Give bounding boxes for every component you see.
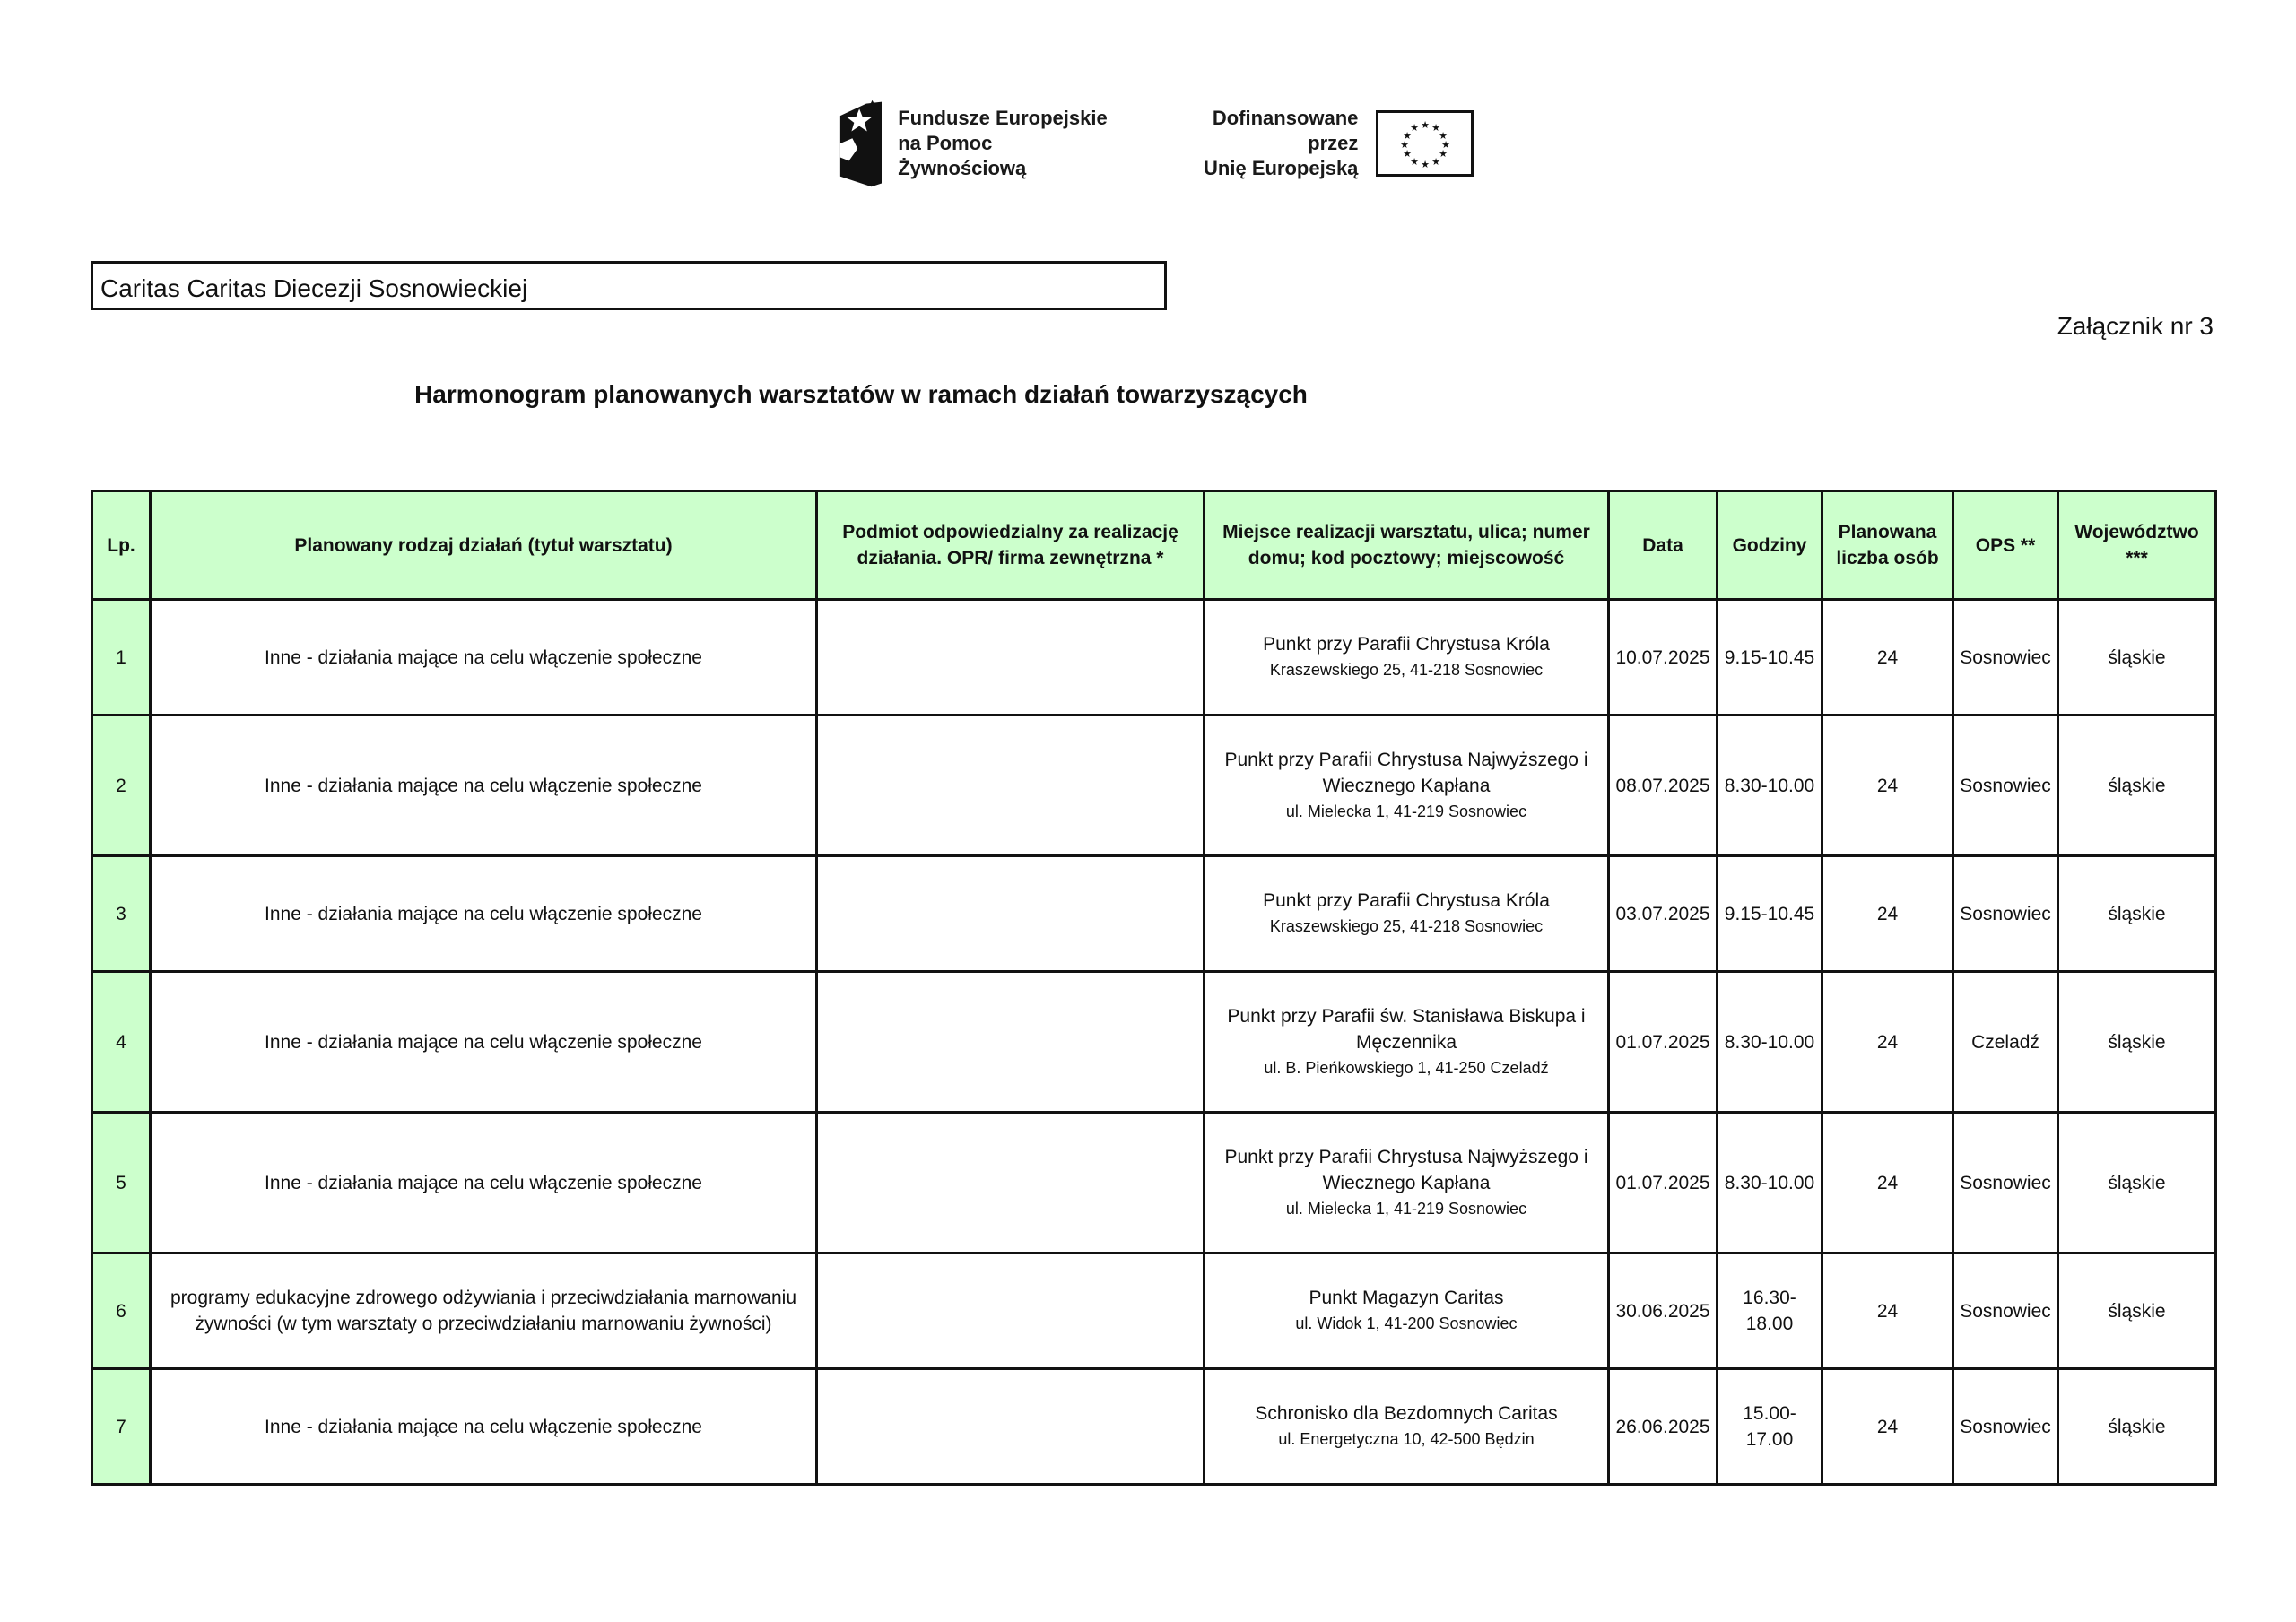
place-address: ul. Energetyczna 10, 42-500 Będzin [1278, 1430, 1535, 1448]
cell-date: 03.07.2025 [1609, 856, 1718, 972]
cell-ops: Sosnowiec [1953, 1369, 2058, 1485]
place-address: ul. Mielecka 1, 41-219 Sosnowiec [1285, 1199, 1527, 1218]
cell-place [1205, 1253, 1609, 1369]
place-address: ul. Mielecka 1, 41-219 Sosnowiec [1285, 802, 1527, 820]
cell-voivodeship: śląskie [2058, 1113, 2216, 1253]
cell-ops: Czeladź [1953, 972, 2058, 1113]
table-row [92, 600, 2216, 716]
svg-text:★: ★ [1438, 130, 1448, 142]
place-name: Punkt przy Parafii Chrystusa Najwyższego i Wiecznego Kapłana [1224, 749, 1588, 796]
eu-stars-icon [1394, 117, 1457, 170]
header-planned-count: Planowana liczba osób [1822, 491, 1953, 600]
table-row [92, 1113, 2216, 1253]
svg-text:★: ★ [1409, 156, 1419, 168]
cell-planned-count: 24 [1822, 1369, 1953, 1485]
cell-hours: 8.30-10.00 [1718, 972, 1822, 1113]
cell-responsible-entity [817, 716, 1205, 856]
cell-voivodeship: śląskie [2058, 972, 2216, 1113]
cell-activity-type: Inne - działania mające na celu włączenie społeczne [151, 600, 817, 716]
eu-funding-text [1163, 106, 1359, 181]
cell-place [1205, 716, 1609, 856]
header-responsible-entity: Podmiot odpowiedzialny za realizację działania. OPR/ firma zewnętrzna * [817, 491, 1205, 600]
svg-text:★: ★ [1402, 130, 1412, 142]
place-name: Punkt Magazyn Caritas [1309, 1288, 1504, 1308]
cell-hours: 9.15-10.45 [1718, 856, 1822, 972]
cell-hours: 16.30-18.00 [1718, 1253, 1822, 1369]
svg-text:★: ★ [1438, 148, 1448, 160]
header-hours: Godziny [1718, 491, 1822, 600]
place-name: Schronisko dla Bezdomnych Caritas [1255, 1403, 1558, 1424]
cell-activity-type: Inne - działania mające na celu włączenie społeczne [151, 716, 817, 856]
svg-text:★: ★ [1399, 139, 1409, 151]
eu-line-2: Unię Europejską [1204, 157, 1359, 179]
cell-activity-type: Inne - działania mające na celu włączenie społeczne [151, 1113, 817, 1253]
cell-voivodeship: śląskie [2058, 1253, 2216, 1369]
place-address: Kraszewskiego 25, 41-218 Sosnowiec [1269, 661, 1544, 679]
cell-place [1205, 600, 1609, 716]
cell-ops: Sosnowiec [1953, 1113, 2058, 1253]
header-place: Miejsce realizacji warsztatu, ulica; numer domu; kod pocztowy; miejscowość [1205, 491, 1609, 600]
header-activity-type: Planowany rodzaj działań (tytuł warsztatu) [151, 491, 817, 600]
table-row [92, 972, 2216, 1113]
cell-planned-count: 24 [1822, 600, 1953, 716]
table-header-row [92, 491, 2216, 600]
fepz-logo-icon [837, 99, 882, 188]
cell-place [1205, 1369, 1609, 1485]
table-row [92, 716, 2216, 856]
cell-ops: Sosnowiec [1953, 600, 2058, 716]
header-lp: Lp. [92, 491, 151, 600]
cell-ops: Sosnowiec [1953, 856, 2058, 972]
workshop-schedule-table [91, 490, 2217, 1486]
eu-line-1: Dofinansowane przez [1212, 107, 1359, 154]
svg-text:★: ★ [1431, 156, 1440, 168]
svg-text:★: ★ [1420, 159, 1430, 170]
header-ops: OPS ** [1953, 491, 2058, 600]
cell-lp: 7 [92, 1369, 151, 1485]
svg-text:★: ★ [1440, 139, 1450, 151]
cell-planned-count: 24 [1822, 856, 1953, 972]
fepz-logo [837, 99, 1118, 188]
fepz-line-2: na Pomoc Żywnościową [898, 132, 1027, 179]
cell-hours: 15.00-17.00 [1718, 1369, 1822, 1485]
cell-responsible-entity [817, 1113, 1205, 1253]
cell-responsible-entity [817, 1253, 1205, 1369]
cell-planned-count: 24 [1822, 1113, 1953, 1253]
cell-hours: 9.15-10.45 [1718, 600, 1822, 716]
cell-ops: Sosnowiec [1953, 1253, 2058, 1369]
svg-text:★: ★ [1409, 122, 1419, 134]
place-name: Punkt przy Parafii Chrystusa Najwyższego i Wiecznego Kapłana [1224, 1146, 1588, 1193]
header-voivodeship: Województwo *** [2058, 491, 2216, 600]
cell-activity-type: Inne - działania mające na celu włączenie społeczne [151, 972, 817, 1113]
place-address: ul. Widok 1, 41-200 Sosnowiec [1295, 1314, 1518, 1332]
table-row [92, 1369, 2216, 1485]
cell-place [1205, 972, 1609, 1113]
cell-lp: 3 [92, 856, 151, 972]
cell-lp: 5 [92, 1113, 151, 1253]
cell-planned-count: 24 [1822, 972, 1953, 1113]
cell-planned-count: 24 [1822, 716, 1953, 856]
cell-responsible-entity [817, 600, 1205, 716]
cell-planned-count: 24 [1822, 1253, 1953, 1369]
header-date: Data [1609, 491, 1718, 600]
funding-logos [837, 97, 1474, 190]
cell-date: 26.06.2025 [1609, 1369, 1718, 1485]
cell-responsible-entity [817, 856, 1205, 972]
cell-date: 30.06.2025 [1609, 1253, 1718, 1369]
organization-name: Caritas Caritas Diecezji Sosnowieckiej [91, 261, 1167, 310]
cell-place [1205, 856, 1609, 972]
cell-place [1205, 1113, 1609, 1253]
cell-responsible-entity [817, 1369, 1205, 1485]
place-name: Punkt przy Parafii Chrystusa Króla [1263, 890, 1550, 911]
table-row [92, 1253, 2216, 1369]
eu-flag-icon [1376, 110, 1474, 177]
cell-lp: 6 [92, 1253, 151, 1369]
cell-activity-type: Inne - działania mające na celu włączenie społeczne [151, 856, 817, 972]
cell-voivodeship: śląskie [2058, 856, 2216, 972]
cell-date: 10.07.2025 [1609, 600, 1718, 716]
cell-lp: 4 [92, 972, 151, 1113]
place-name: Punkt przy Parafii św. Stanisława Biskupa i Męczennika [1227, 1005, 1586, 1053]
cell-hours: 8.30-10.00 [1718, 716, 1822, 856]
cell-date: 01.07.2025 [1609, 972, 1718, 1113]
cell-voivodeship: śląskie [2058, 600, 2216, 716]
fepz-line-1: Fundusze Europejskie [898, 107, 1108, 129]
cell-lp: 2 [92, 716, 151, 856]
cell-hours: 8.30-10.00 [1718, 1113, 1822, 1253]
cell-responsible-entity [817, 972, 1205, 1113]
svg-text:★: ★ [1420, 119, 1430, 131]
place-address: ul. B. Pieńkowskiego 1, 41-250 Czeladź [1264, 1058, 1549, 1077]
place-name: Punkt przy Parafii Chrystusa Króla [1263, 634, 1550, 655]
cell-voivodeship: śląskie [2058, 716, 2216, 856]
fepz-logo-text [898, 106, 1118, 181]
cell-voivodeship: śląskie [2058, 1369, 2216, 1485]
attachment-label: Załącznik nr 3 [2057, 312, 2213, 340]
svg-text:★: ★ [1402, 148, 1412, 160]
table-row [92, 856, 2216, 972]
cell-date: 08.07.2025 [1609, 716, 1718, 856]
cell-ops: Sosnowiec [1953, 716, 2058, 856]
svg-text:★: ★ [1431, 122, 1440, 134]
cell-date: 01.07.2025 [1609, 1113, 1718, 1253]
cell-activity-type: programy edukacyjne zdrowego odżywiania i przeciwdziałania marnowaniu żywności (w tym warsztaty o przeciwdziałaniu marnowaniu żywności) [151, 1253, 817, 1369]
place-address: Kraszewskiego 25, 41-218 Sosnowiec [1269, 917, 1544, 935]
cell-activity-type: Inne - działania mające na celu włączenie społeczne [151, 1369, 817, 1485]
document-title: Harmonogram planowanych warsztatów w ramach działań towarzyszących [414, 380, 1308, 408]
cell-lp: 1 [92, 600, 151, 716]
